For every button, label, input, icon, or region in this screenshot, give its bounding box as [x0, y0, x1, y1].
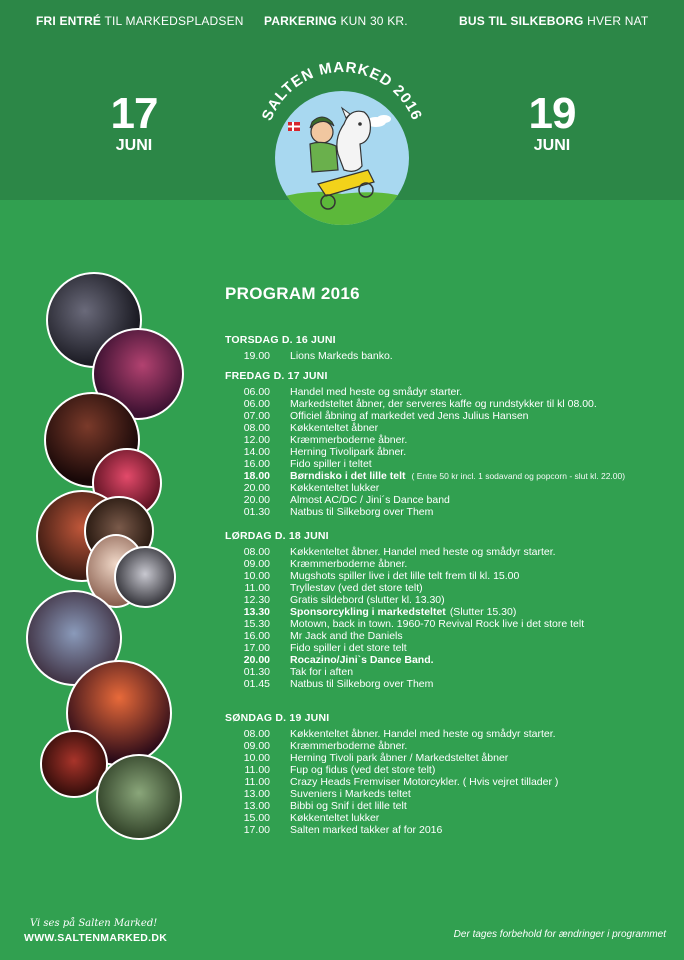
event-description	[290, 594, 445, 606]
event-description	[290, 654, 434, 666]
event-text: Rocazino/Jini`s Dance Band.	[290, 654, 434, 666]
event-text: Almost AC/DC / Jini´s Dance band	[290, 494, 450, 506]
date-start-month: JUNI	[115, 137, 153, 154]
event-gap	[270, 582, 290, 594]
event-row	[223, 666, 663, 678]
event-row	[223, 494, 663, 506]
event-text: Salten marked takker af for 2016	[290, 824, 443, 836]
logo-arched-text: SALTEN MARKED 2016	[258, 62, 426, 124]
date-end-month: JUNI	[533, 137, 571, 154]
program-days	[223, 334, 663, 836]
event-row	[223, 434, 663, 446]
event-text: Natbus til Silkeborg over Them	[290, 506, 434, 518]
event-row	[223, 800, 663, 812]
program-day	[223, 334, 663, 362]
event-text: Køkkenteltet åbner. Handel med heste og smådyr starter.	[290, 728, 556, 740]
program-day	[223, 712, 663, 836]
date-end	[512, 89, 592, 156]
event-time: 11.00	[244, 764, 270, 776]
event-description	[290, 422, 378, 434]
event-time: 01.30	[243, 666, 270, 678]
event-time: 08.00	[243, 728, 270, 740]
event-text: Fup og fidus (ved det store telt)	[290, 764, 436, 776]
event-time: 12.00	[243, 434, 270, 446]
event-gap	[270, 506, 290, 518]
day-heading: SØNDAG D. 19 JUNI	[225, 712, 330, 724]
event-gap	[270, 728, 290, 740]
event-row	[223, 558, 663, 570]
event-row	[223, 618, 663, 630]
event-time: 17.00	[243, 824, 270, 836]
event-text: Kræmmerboderne åbner.	[290, 434, 408, 446]
event-time: 06.00	[243, 386, 270, 398]
program	[223, 284, 663, 836]
event-row	[223, 482, 663, 494]
event-row	[223, 728, 663, 740]
info-free-entry	[36, 14, 244, 28]
event-gap	[270, 642, 290, 654]
event-description	[290, 678, 433, 690]
event-gap	[270, 422, 290, 434]
event-text: Officiel åbning af markedet ved Jens Julius Hansen	[290, 410, 529, 422]
event-row	[223, 752, 663, 764]
info-free-entry-bold: FRI ENTRÉ	[36, 14, 102, 28]
event-description	[290, 740, 407, 752]
event-row	[223, 654, 663, 666]
event-gap	[270, 446, 290, 458]
event-description	[290, 752, 508, 764]
event-row	[223, 740, 663, 752]
info-bus	[459, 14, 648, 28]
program-day	[223, 370, 663, 518]
event-time: 08.00	[243, 546, 270, 558]
event-gap	[270, 434, 290, 446]
event-text: Fido spiller i det store telt	[290, 642, 407, 654]
event-description	[290, 800, 407, 812]
event-description	[290, 398, 597, 410]
info-bus-bold: BUS TIL SILKEBORG	[459, 14, 584, 28]
event-time: 11.00	[244, 776, 270, 788]
event-text: Kræmmerboderne åbner.	[290, 558, 408, 570]
info-parking-bold: PARKERING	[264, 14, 337, 28]
event-row	[223, 812, 663, 824]
event-row	[223, 446, 663, 458]
event-description	[290, 630, 403, 642]
logo-grass	[266, 192, 421, 232]
event-note: ( Entre 50 kr incl. 1 sodavand og popcorn - slut kl. 22.00)	[411, 471, 626, 481]
event-row	[223, 570, 663, 582]
info-free-entry-rest: TIL MARKEDSPLADSEN	[104, 14, 244, 28]
event-gap	[270, 482, 290, 494]
event-gap	[270, 606, 290, 618]
event-time: 07.00	[243, 410, 270, 422]
event-gap	[270, 812, 290, 824]
event-gap	[270, 570, 290, 582]
event-time: 09.00	[243, 558, 270, 570]
footer-tagline: Vi ses på Salten Marked!	[30, 918, 158, 929]
info-parking	[264, 14, 408, 28]
event-row	[223, 594, 663, 606]
event-gap	[270, 654, 290, 666]
event-text: Køkkenteltet lukker	[290, 812, 380, 824]
event-time: 01.45	[243, 678, 270, 690]
event-gap	[270, 630, 290, 642]
event-gap	[270, 618, 290, 630]
event-time: 01.30	[243, 506, 270, 518]
event-time: 11.00	[244, 582, 270, 594]
event-time: 19.00	[243, 350, 270, 362]
event-description	[290, 506, 433, 518]
event-description	[290, 458, 372, 470]
event-text: Motown, back in town. 1960-70 Revival Rock live i det store telt	[290, 618, 585, 630]
event-time: 16.00	[243, 458, 270, 470]
event-row	[223, 386, 663, 398]
event-gap	[270, 558, 290, 570]
event-description	[290, 446, 406, 458]
event-time: 15.00	[243, 812, 270, 824]
event-gap	[270, 386, 290, 398]
event-time: 20.00	[243, 654, 270, 666]
event-description	[290, 386, 462, 398]
event-description	[290, 812, 379, 824]
event-text: Tak for i aften	[290, 666, 354, 678]
event-text: Herning Tivoli park åbner / Markedsteltet åbner	[290, 752, 509, 764]
event-description	[290, 546, 556, 558]
event-text: Mr Jack and the Daniels	[290, 630, 403, 642]
date-start	[94, 89, 174, 156]
event-description	[290, 470, 625, 482]
event-text: Mugshots spiller live i det lille telt frem til kl. 15.00	[290, 570, 520, 582]
event-gap	[270, 824, 290, 836]
event-gap	[270, 776, 290, 788]
info-parking-rest: KUN 30 KR.	[340, 14, 408, 28]
program-title: PROGRAM 2016	[225, 284, 360, 303]
event-note: (Slutter 15.30)	[449, 606, 517, 618]
event-gap	[270, 666, 290, 678]
event-time: 20.00	[243, 482, 270, 494]
event-text: Fido spiller i teltet	[290, 458, 372, 470]
day-heading: LØRDAG D. 18 JUNI	[225, 530, 329, 542]
event-time: 18.00	[243, 470, 270, 482]
event-description	[290, 788, 411, 800]
event-gap	[270, 350, 290, 362]
date-end-day: 19	[528, 89, 576, 138]
event-text: Bibbi og Snif i det lille telt	[290, 800, 407, 812]
event-text: Børndisko i det lille telt	[290, 470, 406, 482]
event-description	[290, 606, 516, 618]
event-gap	[270, 764, 290, 776]
event-description	[290, 728, 556, 740]
event-row	[223, 582, 663, 594]
event-text: Tryllestøv (ved det store telt)	[290, 582, 423, 594]
event-row	[223, 350, 663, 362]
event-time: 16.00	[243, 630, 270, 642]
event-description	[290, 482, 379, 494]
event-gap	[270, 410, 290, 422]
event-gap	[270, 800, 290, 812]
event-text: Kræmmerboderne åbner.	[290, 740, 408, 752]
event-text: Crazy Heads Fremviser Motorcykler. ( Hvis vejret tillader )	[290, 776, 559, 788]
event-row	[223, 678, 663, 690]
event-description	[290, 642, 407, 654]
event-text: Køkkenteltet åbner	[290, 422, 379, 434]
day-heading: TORSDAG D. 16 JUNI	[225, 334, 336, 346]
event-row	[223, 824, 663, 836]
event-time: 20.00	[243, 494, 270, 506]
event-description	[290, 494, 450, 506]
footer-left	[24, 918, 167, 944]
event-description	[290, 824, 442, 836]
event-gap	[270, 752, 290, 764]
disclaimer-text: Der tages forbehold for ændringer i programmet	[453, 929, 666, 940]
event-time: 14.00	[243, 446, 270, 458]
event-row	[223, 630, 663, 642]
event-text: Køkkenteltet lukker	[290, 482, 380, 494]
event-row	[223, 776, 663, 788]
event-text: Natbus til Silkeborg over Them	[290, 678, 434, 690]
event-time: 06.00	[243, 398, 270, 410]
info-bus-rest: HVER NAT	[587, 14, 649, 28]
event-gap	[270, 458, 290, 470]
event-description	[290, 776, 558, 788]
event-description	[290, 582, 423, 594]
event-row	[223, 422, 663, 434]
event-text: Lions Markeds banko.	[290, 350, 393, 362]
event-time: 09.00	[243, 740, 270, 752]
event-gap	[270, 494, 290, 506]
event-gap	[270, 788, 290, 800]
event-gap	[270, 398, 290, 410]
event-row	[223, 398, 663, 410]
event-row	[223, 764, 663, 776]
event-gap	[270, 594, 290, 606]
event-description	[290, 410, 529, 422]
website-link[interactable]: WWW.SALTENMARKED.DK	[24, 932, 168, 944]
event-row	[223, 788, 663, 800]
event-row	[223, 546, 663, 558]
event-gap	[270, 740, 290, 752]
event-text: Markedsteltet åbner, der serveres kaffe og rundstykker til kl 08.00.	[290, 398, 597, 410]
event-time: 13.00	[243, 800, 270, 812]
event-gap	[270, 546, 290, 558]
event-gap	[270, 678, 290, 690]
event-text: Sponsorcykling i markedsteltet	[290, 606, 446, 618]
event-gap	[270, 470, 290, 482]
event-row	[223, 410, 663, 422]
date-start-day: 17	[110, 89, 158, 138]
event-description	[290, 570, 519, 582]
event-time: 10.00	[243, 570, 270, 582]
event-description	[290, 618, 584, 630]
event-time: 08.00	[243, 422, 270, 434]
event-time: 12.30	[243, 594, 270, 606]
event-row	[223, 642, 663, 654]
event-row	[223, 470, 663, 482]
event-description	[290, 434, 407, 446]
event-text: Gratis sildebord (slutter kl. 13.30)	[290, 594, 445, 606]
event-text: Suveniers i Markeds teltet	[290, 788, 411, 800]
event-description	[290, 350, 393, 362]
event-description	[290, 764, 435, 776]
event-description	[290, 558, 407, 570]
event-time: 17.00	[243, 642, 270, 654]
event-row	[223, 606, 663, 618]
event-text: Handel med heste og smådyr starter.	[290, 386, 463, 398]
event-row	[223, 506, 663, 518]
event-text: Køkkenteltet åbner. Handel med heste og smådyr starter.	[290, 546, 556, 558]
event-time: 13.00	[243, 788, 270, 800]
event-time: 15.30	[243, 618, 270, 630]
event-time: 10.00	[243, 752, 270, 764]
day-heading: FREDAG D. 17 JUNI	[225, 370, 328, 382]
event-description	[290, 666, 353, 678]
event-row	[223, 458, 663, 470]
program-day	[223, 530, 663, 690]
event-text: Herning Tivolipark åbner.	[290, 446, 407, 458]
salten-marked-logo	[246, 62, 438, 232]
event-time: 13.30	[243, 606, 270, 618]
